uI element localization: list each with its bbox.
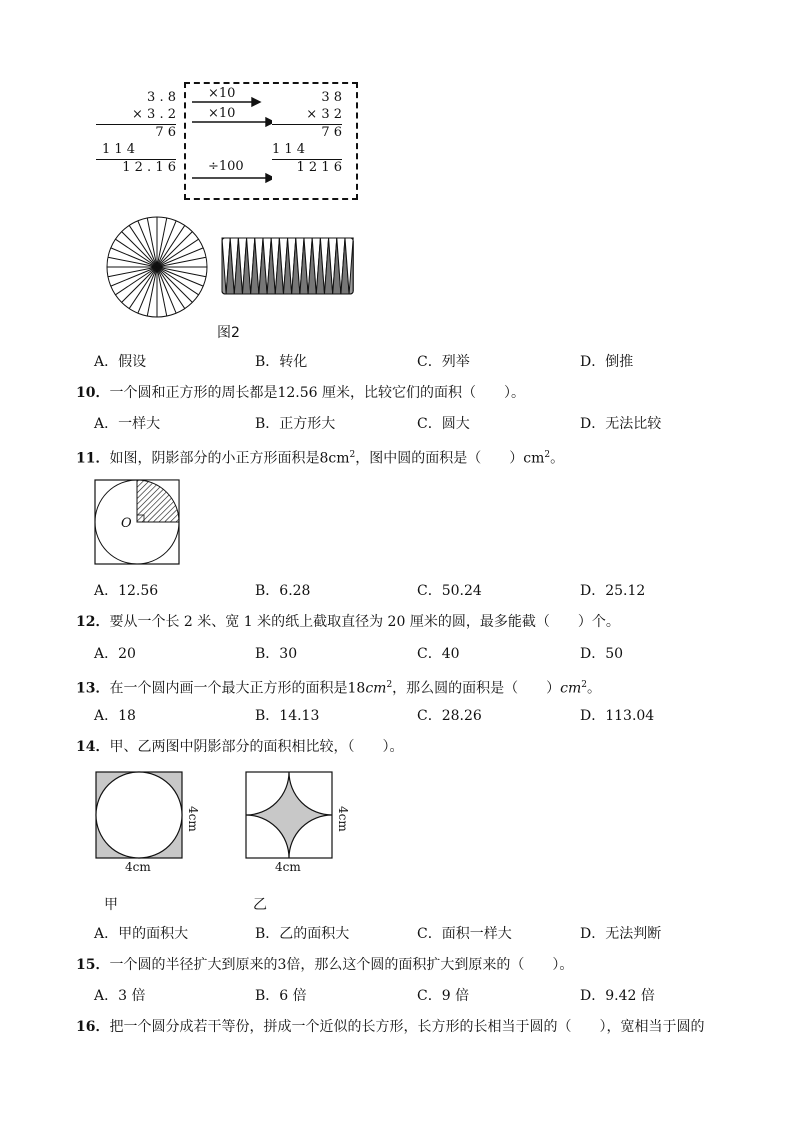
q11-figure bbox=[94, 479, 180, 565]
right-vertical-multiplication bbox=[272, 90, 342, 177]
question-number: 16． bbox=[76, 1019, 110, 1035]
q9-option-c[interactable]: C．列举 bbox=[417, 354, 470, 370]
question-number: 10． bbox=[76, 385, 110, 401]
arrows bbox=[192, 82, 272, 198]
question-13 bbox=[76, 676, 601, 698]
figure-yi bbox=[245, 771, 333, 859]
figure-2-caption: 图2 bbox=[217, 325, 240, 341]
q11-option-b[interactable]: B．6.28 bbox=[255, 583, 311, 599]
unit: cm bbox=[560, 680, 582, 697]
superscript: 2 bbox=[544, 450, 551, 460]
arrow-label: ×10 bbox=[208, 86, 236, 101]
q10-option-d[interactable]: D．无法比较 bbox=[580, 416, 662, 432]
superscript: 2 bbox=[349, 450, 356, 460]
question-text: 要从一个长 2 米、宽 1 米的纸上截取直径为 20 厘米的圆，最多能截（ ）个。 bbox=[109, 614, 620, 630]
mult-row: × 3 2 bbox=[272, 107, 342, 125]
q10-option-c[interactable]: C．圆大 bbox=[417, 416, 470, 432]
center-label-o: O bbox=[121, 516, 132, 531]
q13-option-b[interactable]: B．14.13 bbox=[255, 708, 320, 724]
question-text: 。 bbox=[550, 450, 565, 467]
question-text: ，图中圆的面积是（ ）cm bbox=[355, 450, 545, 467]
mult-row: 7 6 bbox=[155, 125, 176, 140]
question-text: 一个圆和正方形的周长都是12.56 厘米，比较它们的面积（ ）。 bbox=[109, 385, 526, 401]
question-number: 11． bbox=[76, 450, 110, 467]
q9-option-b[interactable]: B．转化 bbox=[255, 354, 308, 370]
q12-option-c[interactable]: C．40 bbox=[417, 646, 460, 662]
question-14 bbox=[76, 738, 403, 756]
mult-row: 7 6 bbox=[321, 125, 342, 140]
superscript: 2 bbox=[386, 680, 393, 690]
question-text: 一个圆的半径扩大到原来的3倍，那么这个圆的面积扩大到原来的（ ）。 bbox=[109, 957, 574, 973]
q9-option-a[interactable]: A．假设 bbox=[94, 354, 147, 370]
unit: cm bbox=[365, 680, 387, 697]
mult-row: 3 . 8 bbox=[147, 90, 176, 105]
q15-option-c[interactable]: C．9 倍 bbox=[417, 988, 470, 1004]
mult-row: 1 2 . 1 6 bbox=[122, 160, 176, 175]
question-number: 13． bbox=[76, 680, 110, 697]
question-text: 在一个圆内画一个最大正方形的面积是18 bbox=[109, 680, 366, 697]
arrow-label: ×10 bbox=[208, 106, 236, 121]
q10-option-a[interactable]: A．一样大 bbox=[94, 416, 161, 432]
figure-jia-bottom-label: 4cm bbox=[125, 860, 151, 874]
figure-jia bbox=[95, 771, 183, 859]
q12-option-a[interactable]: A．20 bbox=[94, 646, 136, 662]
q14-option-c[interactable]: C．面积一样大 bbox=[417, 926, 512, 942]
mult-row: 1 2 1 6 bbox=[296, 160, 342, 175]
question-text: 。 bbox=[587, 680, 602, 697]
arrow-label: ÷100 bbox=[208, 159, 244, 174]
q13-option-d[interactable]: D．113.04 bbox=[580, 708, 655, 724]
question-text: 如图，阴影部分的小正方形面积是8cm bbox=[109, 450, 350, 467]
question-number: 15． bbox=[76, 957, 110, 973]
question-number: 14． bbox=[76, 739, 110, 755]
q13-option-a[interactable]: A．18 bbox=[94, 708, 136, 724]
question-text: 把一个圆分成若干等份，拼成一个近似的长方形，长方形的长相当于圆的（ ），宽相当于圆的 bbox=[109, 1019, 705, 1035]
q11-option-a[interactable]: A．12.56 bbox=[94, 583, 159, 599]
q15-option-b[interactable]: B．6 倍 bbox=[255, 988, 307, 1004]
multiplication-figure bbox=[96, 82, 366, 198]
figure-yi-caption: 乙 bbox=[253, 897, 267, 913]
q11-option-c[interactable]: C．50.24 bbox=[417, 583, 482, 599]
q11-option-d[interactable]: D．25.12 bbox=[580, 583, 646, 599]
question-11 bbox=[76, 446, 564, 468]
q9-option-d[interactable]: D．倒推 bbox=[580, 354, 634, 370]
left-vertical-multiplication bbox=[96, 90, 176, 177]
mult-row: 1 1 4 bbox=[96, 142, 176, 160]
question-text: 甲、乙两图中阴影部分的面积相比较，（ ）。 bbox=[109, 739, 404, 755]
superscript: 2 bbox=[581, 680, 588, 690]
question-number: 12． bbox=[76, 614, 110, 630]
sector-line bbox=[157, 232, 192, 267]
figure-jia-caption: 甲 bbox=[104, 897, 118, 913]
question-15 bbox=[76, 956, 573, 974]
figure-yi-bottom-label: 4cm bbox=[275, 860, 301, 874]
q13-option-c[interactable]: C．28.26 bbox=[417, 708, 482, 724]
question-16 bbox=[76, 1018, 704, 1036]
q12-option-b[interactable]: B．30 bbox=[255, 646, 298, 662]
mult-row: × 3 . 2 bbox=[96, 107, 176, 125]
figure-yi-side-label: 4cm bbox=[336, 806, 350, 832]
question-text: ，那么圆的面积是（ ） bbox=[392, 680, 561, 697]
q12-option-d[interactable]: D．50 bbox=[580, 646, 624, 662]
sector-line bbox=[157, 267, 192, 302]
sector-line bbox=[122, 267, 157, 302]
q14-option-a[interactable]: A．甲的面积大 bbox=[94, 926, 189, 942]
q15-option-d[interactable]: D．9.42 倍 bbox=[580, 988, 655, 1004]
sector-line bbox=[122, 232, 157, 267]
question-10 bbox=[76, 384, 525, 402]
question-12 bbox=[76, 613, 620, 631]
figure-jia-side-label: 4cm bbox=[186, 806, 200, 832]
q10-option-b[interactable]: B．正方形大 bbox=[255, 416, 336, 432]
mult-row: 3 8 bbox=[321, 90, 342, 105]
mult-row: 1 1 4 bbox=[272, 142, 342, 160]
circle-sectors-figure bbox=[104, 214, 360, 324]
q15-option-a[interactable]: A．3 倍 bbox=[94, 988, 146, 1004]
q14-option-b[interactable]: B．乙的面积大 bbox=[255, 926, 350, 942]
q14-option-d[interactable]: D．无法判断 bbox=[580, 926, 662, 942]
